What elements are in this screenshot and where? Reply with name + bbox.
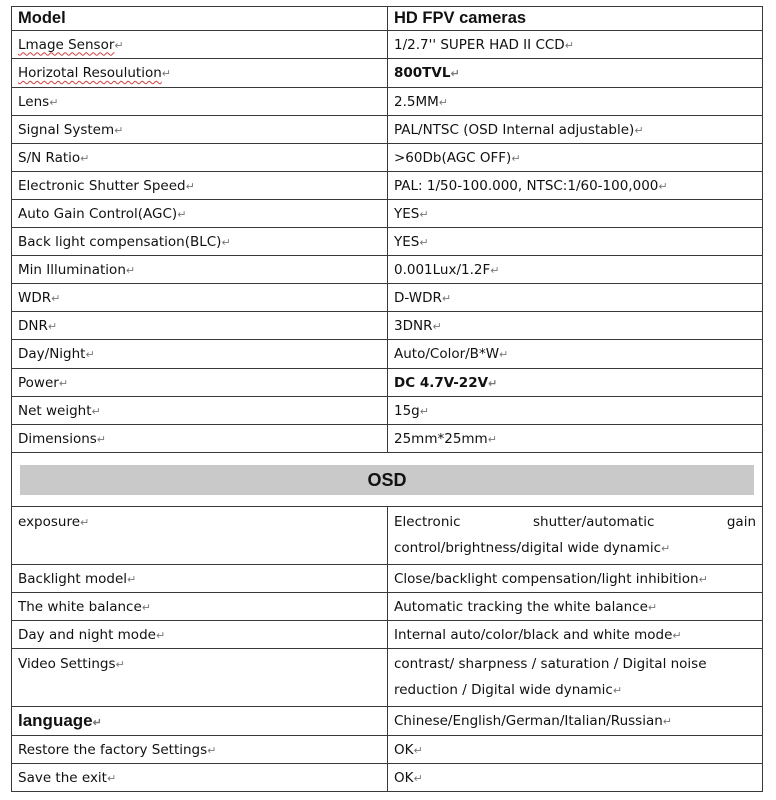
- spec-label: [12, 116, 388, 144]
- paragraph-mark: ↵: [80, 151, 90, 165]
- osd-value-text: Chinese/English/German/Italian/Russian: [394, 713, 663, 729]
- osd-label-text: Restore the factory Settings: [18, 741, 208, 758]
- paragraph-mark: ↵: [450, 67, 460, 80]
- paragraph-mark: ↵: [47, 319, 58, 333]
- paragraph-mark: ↵: [177, 207, 187, 221]
- osd-value: [388, 764, 763, 792]
- spec-label: [12, 256, 388, 284]
- paragraph-mark: ↵: [499, 348, 509, 361]
- spec-row: [12, 144, 763, 172]
- spec-value: [388, 340, 763, 369]
- paragraph-mark: ↵: [85, 348, 95, 361]
- paragraph-mark: ↵: [490, 263, 500, 277]
- spec-value-text: 0.001Lux/1.2F: [394, 261, 491, 278]
- spec-label-text: DNR: [18, 317, 48, 334]
- spec-value-text: PAL: 1/50-100.000, NTSC:1/60-100,000: [394, 177, 659, 194]
- paragraph-mark: ↵: [114, 123, 124, 137]
- paragraph-mark: ↵: [662, 715, 673, 728]
- spec-row: [12, 284, 763, 312]
- spec-label-text: S/N Ratio: [18, 149, 81, 166]
- osd-label-text: Day and night mode: [18, 626, 156, 643]
- spec-value: [388, 200, 763, 228]
- spec-row: [12, 59, 763, 88]
- spec-value-text: 800TVL: [394, 65, 451, 81]
- paragraph-mark: ↵: [185, 179, 195, 193]
- paragraph-mark: ↵: [658, 179, 668, 193]
- paragraph-mark: ↵: [114, 38, 124, 52]
- spec-row: [12, 256, 763, 284]
- osd-label-text: Save the exit: [18, 769, 107, 786]
- osd-section-row: [12, 453, 763, 507]
- spec-label: [12, 228, 388, 256]
- spec-row: [12, 369, 763, 397]
- spec-value-text: Auto/Color/B*W: [394, 346, 500, 362]
- paragraph-mark: ↵: [564, 38, 574, 52]
- spec-label-text: WDR: [18, 289, 52, 306]
- osd-label: [12, 507, 388, 565]
- header-model: Model: [12, 7, 388, 31]
- paragraph-mark: ↵: [698, 572, 708, 586]
- spec-value: [388, 59, 763, 88]
- spec-label-text: Electronic Shutter Speed: [18, 177, 186, 194]
- osd-value: [388, 621, 763, 649]
- paragraph-mark: ↵: [438, 95, 448, 109]
- osd-row: [12, 507, 763, 565]
- spec-value-text: 3DNR: [394, 317, 433, 334]
- spec-label-text: Auto Gain Control(AGC): [18, 205, 178, 222]
- spec-value: [388, 116, 763, 144]
- spec-value: [388, 88, 763, 116]
- spec-value-text: 15g: [394, 402, 420, 419]
- osd-row: [12, 621, 763, 649]
- paragraph-mark: ↵: [106, 771, 117, 785]
- paragraph-mark: ↵: [488, 376, 498, 390]
- spec-value-text: 2.5MM: [394, 93, 439, 110]
- osd-value-text: Internal auto/color/black and white mode: [394, 626, 673, 643]
- paragraph-mark: ↵: [161, 67, 171, 80]
- paragraph-mark: ↵: [661, 542, 671, 555]
- spec-row: [12, 116, 763, 144]
- spec-value: [388, 31, 763, 59]
- spec-label: [12, 340, 388, 369]
- spec-row: [12, 425, 763, 453]
- paragraph-mark: ↵: [419, 235, 429, 249]
- osd-value-text: Automatic tracking the white balance: [394, 598, 648, 615]
- osd-label: [12, 593, 388, 621]
- header-product: HD FPV cameras: [388, 7, 763, 31]
- paragraph-mark: ↵: [647, 600, 658, 614]
- spec-row: [12, 340, 763, 369]
- paragraph-mark: ↵: [419, 207, 429, 221]
- spec-label-text: Day/Night: [18, 346, 86, 362]
- spec-value-text: 1/2.7'' SUPER HAD II CCD: [394, 36, 565, 53]
- osd-label: [12, 649, 388, 707]
- osd-row: [12, 707, 763, 736]
- spec-label-text: Power: [18, 374, 59, 391]
- spec-label: [12, 88, 388, 116]
- osd-label-text: Video Settings: [18, 656, 116, 672]
- osd-value-text: OK: [394, 741, 414, 758]
- osd-section-title: OSD: [20, 465, 754, 495]
- paragraph-mark: ↵: [141, 600, 152, 614]
- paragraph-mark: ↵: [419, 404, 429, 418]
- spec-value: [388, 144, 763, 172]
- spec-value: [388, 228, 763, 256]
- spec-value: [388, 369, 763, 397]
- osd-label-text: language: [18, 711, 93, 730]
- paragraph-mark: ↵: [155, 628, 166, 642]
- osd-label: [12, 621, 388, 649]
- spec-label-text: Min Illumination: [18, 261, 126, 278]
- spec-label-text: Back light compensation(BLC): [18, 233, 222, 250]
- paragraph-mark: ↵: [91, 404, 101, 418]
- spec-value-text: YES: [394, 233, 420, 250]
- osd-value: [388, 507, 763, 565]
- spec-value: [388, 397, 763, 425]
- spec-row: [12, 397, 763, 425]
- spec-row: [12, 172, 763, 200]
- spec-value: [388, 312, 763, 340]
- osd-section-cell: [12, 453, 763, 507]
- osd-label-text: Backlight model: [18, 570, 128, 587]
- paragraph-mark: ↵: [115, 658, 125, 671]
- osd-value: [388, 736, 763, 764]
- paragraph-mark: ↵: [413, 743, 423, 757]
- osd-value-text: OK: [394, 769, 414, 786]
- spec-row: [12, 312, 763, 340]
- osd-row: [12, 736, 763, 764]
- spec-value: [388, 425, 763, 453]
- spec-label: [12, 31, 388, 59]
- spec-value-text: >60Db(AGC OFF): [394, 149, 512, 166]
- paragraph-mark: ↵: [207, 743, 217, 757]
- paragraph-mark: ↵: [441, 291, 452, 305]
- osd-value: [388, 593, 763, 621]
- osd-label: [12, 707, 388, 736]
- spec-value-text: DC 4.7V-22V: [394, 374, 489, 391]
- osd-label: [12, 764, 388, 792]
- osd-value-text: Close/backlight compensation/light inhibition: [394, 570, 699, 587]
- spec-value-text: PAL/NTSC (OSD Internal adjustable): [394, 121, 635, 138]
- osd-row: [12, 565, 763, 593]
- spec-label-text: Signal System: [18, 121, 115, 138]
- spec-label-text: Horizotal Resoulution: [18, 65, 162, 81]
- spec-label-text: Net weight: [18, 402, 92, 419]
- spec-label: [12, 425, 388, 453]
- osd-row: [12, 649, 763, 707]
- spec-label-text: Lens: [18, 93, 50, 110]
- osd-label: [12, 565, 388, 593]
- paragraph-mark: ↵: [612, 684, 623, 697]
- osd-value-text: Electronic shutter/automatic gain control/brightness/digital wide dynamic: [394, 514, 756, 556]
- paragraph-mark: ↵: [511, 151, 521, 165]
- spec-label: [12, 284, 388, 312]
- spec-value: [388, 172, 763, 200]
- spec-value-text: 25mm*25mm: [394, 430, 488, 447]
- paragraph-mark: ↵: [51, 291, 61, 305]
- spec-label: [12, 397, 388, 425]
- spec-label-text: Lmage Sensor: [18, 36, 115, 53]
- paragraph-mark: ↵: [634, 123, 644, 137]
- spec-table: [11, 6, 763, 792]
- spec-row: [12, 200, 763, 228]
- spec-value: [388, 256, 763, 284]
- osd-value: [388, 565, 763, 593]
- spec-label: [12, 312, 388, 340]
- paragraph-mark: ↵: [49, 95, 59, 109]
- osd-row: [12, 764, 763, 792]
- spec-row: [12, 31, 763, 59]
- spec-value-text: D-WDR: [394, 289, 442, 306]
- paragraph-mark: ↵: [413, 771, 423, 785]
- spec-label: [12, 172, 388, 200]
- paragraph-mark: ↵: [80, 516, 90, 529]
- osd-row: [12, 593, 763, 621]
- spec-row: [12, 228, 763, 256]
- osd-label-text: exposure: [18, 514, 81, 530]
- spec-label: [12, 144, 388, 172]
- paragraph-mark: ↵: [672, 628, 682, 642]
- paragraph-mark: ↵: [127, 572, 137, 586]
- paragraph-mark: ↵: [487, 432, 497, 446]
- paragraph-mark: ↵: [432, 319, 442, 333]
- osd-value: [388, 649, 763, 707]
- spec-value-text: YES: [394, 205, 420, 222]
- spec-label-text: Dimensions: [18, 430, 97, 447]
- paragraph-mark: ↵: [221, 235, 231, 249]
- paragraph-mark: ↵: [96, 432, 107, 446]
- osd-value: [388, 707, 763, 736]
- paragraph-mark: ↵: [92, 717, 102, 729]
- spec-label: [12, 369, 388, 397]
- header-row: [12, 7, 763, 31]
- spec-label: [12, 59, 388, 88]
- spec-row: [12, 88, 763, 116]
- osd-value-text: contrast/ sharpness / saturation / Digital noise reduction / Digital wide dynamic: [394, 656, 707, 698]
- osd-label: [12, 736, 388, 764]
- paragraph-mark: ↵: [58, 376, 69, 390]
- spec-value: [388, 284, 763, 312]
- spec-label: [12, 200, 388, 228]
- paragraph-mark: ↵: [125, 263, 136, 277]
- osd-label-text: The white balance: [18, 598, 142, 615]
